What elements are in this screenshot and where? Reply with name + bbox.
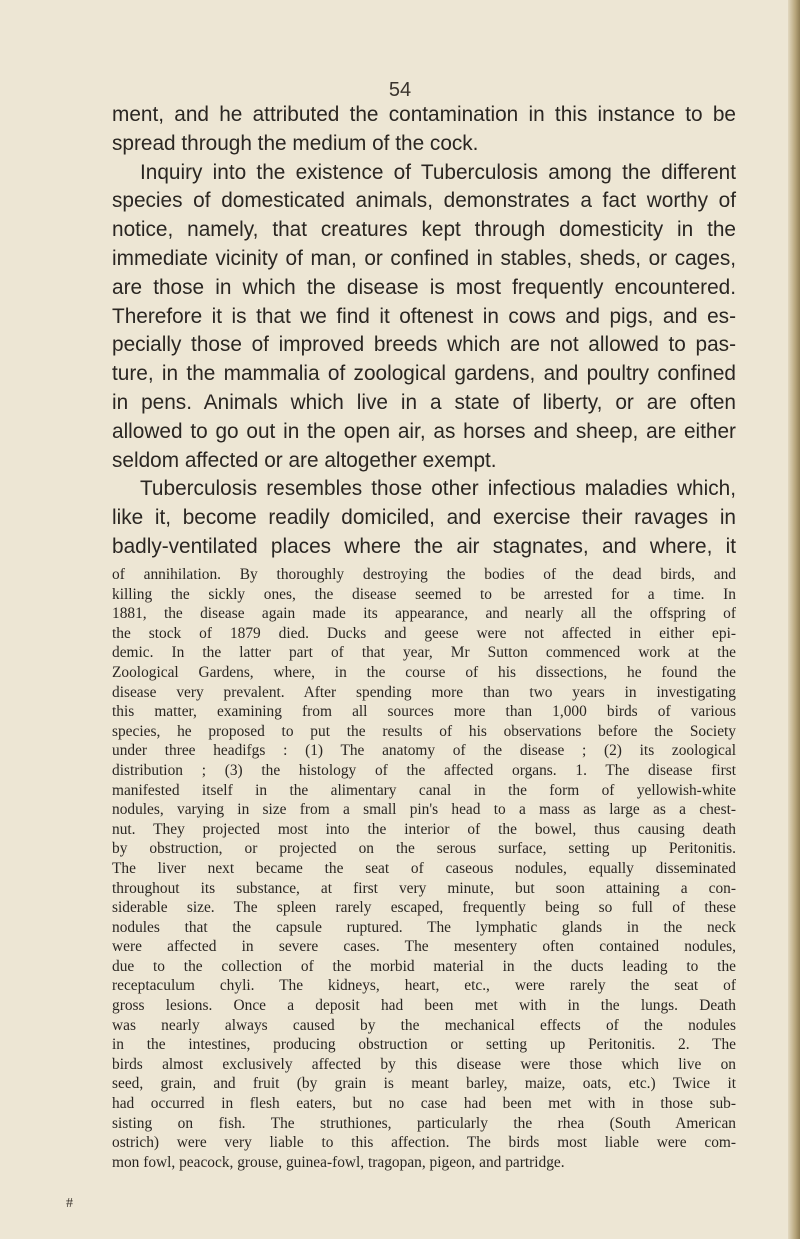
footnote-line: receptaculum chyli. The kidneys, heart, etc., were rarely the seat of — [112, 977, 736, 995]
footnote-line: was nearly always caused by the mechanical effects of the nodules — [112, 1016, 736, 1034]
text-line: allowed to go out in the open air, as horses and sheep, are either — [112, 419, 736, 443]
main-text-block — [112, 101, 736, 562]
footnote-line: distribution ; (3) the histology of the affected organs. 1. The disease first — [112, 761, 736, 779]
footnote-line: species, he proposed to put the results of his observations before the Society — [112, 722, 736, 740]
text-line: species of domesticated animals, demonstrates a fact worthy of — [112, 189, 736, 213]
text-line: spread through the medium of the cock. — [112, 131, 479, 155]
footnote-line: 1881, the disease again made its appearance, and nearly all the offspring of — [112, 605, 736, 623]
text-line: ture, in the mammalia of zoological gardens, and poultry confined — [112, 362, 736, 386]
text-line: in pens. Animals which live in a state of liberty, or are often — [112, 390, 736, 414]
footnote-line: seed, grain, and fruit (by grain is meant barley, maize, oats, etc.) Twice it — [112, 1075, 736, 1093]
text-line: immediate vicinity of man, or confined in stables, sheds, or cages, — [112, 246, 736, 270]
text-line: Tuberculosis resembles those other infectious maladies which, — [140, 477, 736, 501]
footnote-line: had occurred in flesh eaters, but no case had been met with in those sub- — [112, 1095, 736, 1113]
text-line: are those in which the disease is most frequently encountered. — [112, 275, 736, 299]
footnote-line: throughout its substance, at first very minute, but soon attaining a con- — [112, 879, 736, 897]
footnote-line: manifested itself in the alimentary canal in the form of yellowish-white — [112, 781, 736, 799]
margin-mark: # — [66, 1196, 73, 1211]
text-line: like it, become readily domiciled, and exercise their ravages in — [112, 506, 736, 530]
footnote-line: by obstruction, or projected on the serous surface, setting up Peritonitis. — [112, 840, 736, 858]
footnote-line: birds almost exclusively affected by this disease were those which live on — [112, 1055, 736, 1073]
footnote-line: nut. They projected most into the interior of the bowel, thus causing death — [112, 820, 736, 838]
footnote-line: demic. In the latter part of that year, Mr Sutton commenced work at the — [112, 644, 736, 662]
page-number: 54 — [388, 79, 412, 101]
footnote-line: under three headifgs : (1) The anatomy of the disease ; (2) its zoological — [112, 742, 736, 760]
footnote-line: in the intestines, producing obstruction or setting up Peritonitis. 2. The — [112, 1036, 736, 1054]
text-line: Inquiry into the existence of Tuberculosis among the different — [140, 160, 736, 184]
footnote-line: were affected in severe cases. The mesentery often contained nodules, — [112, 938, 736, 956]
footnote-line: sisting on fish. The struthiones, particularly the rhea (South American — [112, 1114, 736, 1132]
footnote-block — [112, 565, 736, 1172]
text-line: ment, and he attributed the contamination in this instance to be — [112, 103, 736, 126]
book-spine-edge — [788, 0, 800, 1239]
footnote-line: of annihilation. By thoroughly destroying the bodies of the dead birds, and — [112, 566, 736, 583]
text-line: seldom affected or are altogether exempt. — [112, 448, 497, 472]
footnote-line: killing the sickly ones, the disease seemed to be arrested for a time. In — [112, 585, 736, 603]
footnote-line: The liver next became the seat of caseous nodules, equally disseminated — [112, 859, 736, 877]
footnote-line: Zoological Gardens, where, in the course of his dissections, he found the — [112, 663, 736, 681]
footnote-line: disease very prevalent. After spending more than two years in investigating — [112, 683, 736, 701]
footnote-line: due to the collection of the morbid material in the ducts leading to the — [112, 957, 736, 975]
footnote-line: nodules that the capsule ruptured. The lymphatic glands in the neck — [112, 918, 736, 936]
footnote-line: ostrich) were very liable to this affection. The birds most liable were com- — [112, 1134, 736, 1152]
footnote-line: gross lesions. Once a deposit had been met with in the lungs. Death — [112, 997, 736, 1015]
text-line: badly-ventilated places where the air stagnates, and where, it — [112, 534, 736, 558]
footnote-line: nodules, varying in size from a small pin's head to a mass as large as a chest- — [112, 801, 736, 819]
text-line: Therefore it is that we find it oftenest in cows and pigs, and es- — [112, 304, 736, 328]
footnote-line: the stock of 1879 died. Ducks and geese were not affected in either epi- — [112, 624, 736, 642]
text-line: notice, namely, that creatures kept through domesticity in the — [112, 218, 736, 242]
footnote-line: siderable size. The spleen rarely escaped, frequently being so full of these — [112, 899, 736, 917]
footnote-line: this matter, examining from all sources more than 1,000 birds of various — [112, 703, 736, 721]
footnote-line: mon fowl, peacock, grouse, guinea-fowl, tragopan, pigeon, and partridge. — [112, 1153, 565, 1171]
text-line: pecially those of improved breeds which are not allowed to pas- — [112, 333, 736, 357]
